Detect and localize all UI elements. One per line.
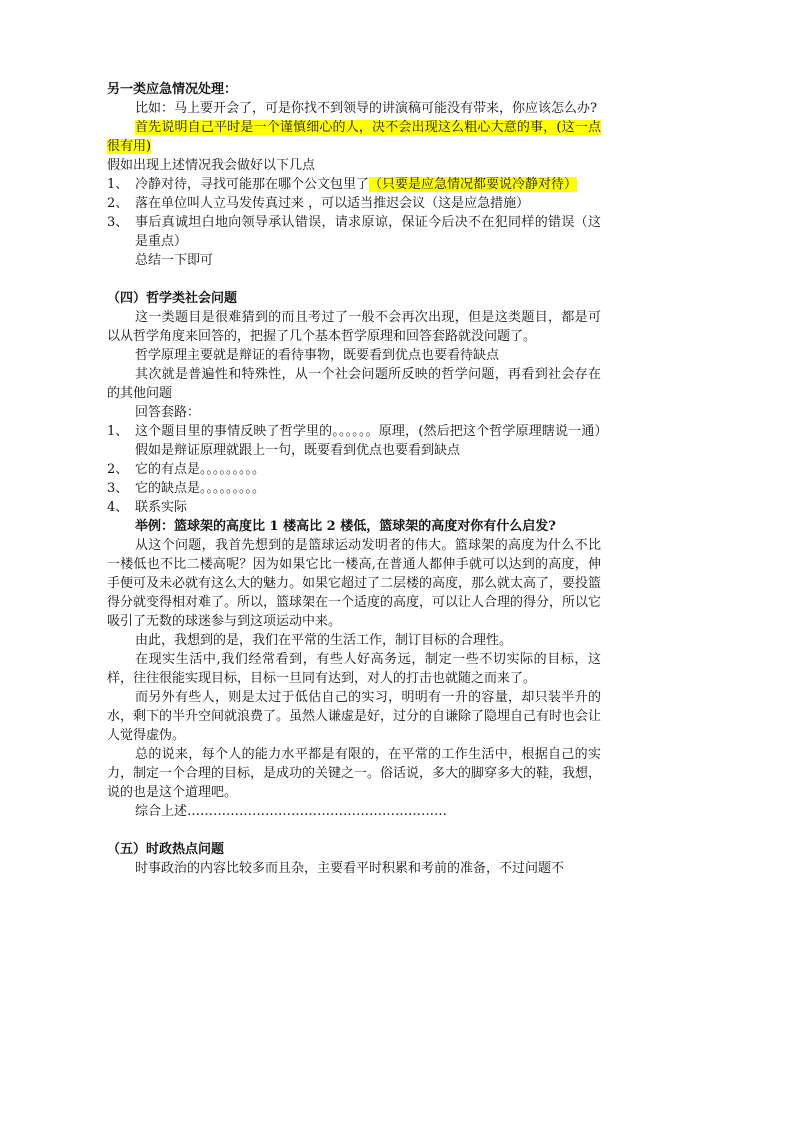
list-number: 3、 bbox=[107, 481, 129, 496]
paragraph: 回答套路： bbox=[135, 405, 201, 420]
spacer bbox=[107, 270, 601, 289]
section-heading-current-affairs: （五）时政热点问题 bbox=[107, 842, 225, 857]
list-number: 2、 bbox=[107, 196, 129, 211]
paragraph: 总的说来，每个人的能力水平都是有限的，在平常的工作生活中，根据自己的实力，制定一个合理的目标，是成功的关键之一。俗话说，多大的脚穿多大的鞋，我想，说的也是这个道理吧。 bbox=[107, 747, 602, 800]
paragraph: 比如：马上要开会了，可是你找不到领导的讲演稿可能没有带来，你应该怎么办? bbox=[135, 101, 597, 116]
highlighted-text: （只要是应急情况都要说冷静对待） bbox=[369, 177, 578, 192]
paragraph: 综合上述…………………………………………………… bbox=[135, 804, 448, 819]
list-text: 这个题目里的事情反映了哲学里的。。。。。。原理，(然后把这个哲学原理瞎说一通）假如是辩证原理就跟上一句，既要看到优点也要看到缺点 bbox=[135, 424, 601, 458]
section-heading-philosophy: （四）哲学类社会问题 bbox=[107, 291, 238, 306]
paragraph: 在现实生活中,我们经常看到，有些人好高务远，制定一些不切实际的目标，这样，往往很能实现目标，目标一旦同有达到，对人的打击也就随之而来了。 bbox=[107, 652, 601, 686]
list-number: 3、 bbox=[107, 215, 129, 230]
paragraph: 时事政治的内容比较多而且杂，主要看平时积累和考前的准备，不过问题不 bbox=[135, 861, 565, 876]
list-number: 2、 bbox=[107, 462, 129, 477]
document-page bbox=[107, 80, 601, 878]
list-number: 4、 bbox=[107, 500, 129, 515]
paragraph: 总结一下即可 bbox=[135, 253, 214, 268]
list-item bbox=[107, 422, 601, 460]
list-item bbox=[107, 194, 601, 213]
example-heading: 举例：篮球架的高度比 1 楼高比 2 楼低，篮球架的高度对你有什么启发? bbox=[135, 519, 556, 534]
paragraph: 哲学原理主要就是辩证的看待事物，既要看到优点也要看待缺点 bbox=[135, 348, 500, 363]
list-text: 它的缺点是。。。。。。。。。 bbox=[135, 481, 266, 496]
paragraph: 其次就是普遍性和特殊性，从一个社会问题所反映的哲学问题，再看到社会存在的其他问题 bbox=[107, 367, 601, 401]
highlight-paragraph bbox=[107, 118, 601, 156]
list-number: 1、 bbox=[107, 177, 129, 192]
paragraph: 这一类题目是很难猜到的而且考过了一般不会再次出现，但是这类题目，都是可以从哲学角度来回答的，把握了几个基本哲学原理和回答套路就没问题了。 bbox=[107, 310, 601, 344]
paragraph: 从这个问题，我首先想到的是篮球运动发明者的伟大。篮球架的高度为什么不比一楼低也不比二楼高呢？因为如果它比一楼高,在普通人都伸手就可以达到的高度，伸手便可及未必就有这么大的魅力。如果它超过了二层楼的高度，那么就太高了，要投篮得分就变得相对难了。所以，篮球架在一个适度的高度，可以让人合理的得分，所以它吸引了无数的球迷参与到这项运动中来。 bbox=[107, 538, 602, 629]
list-text: 联系实际 bbox=[135, 500, 188, 515]
paragraph: 由此，我想到的是，我们在平常的生活工作，制订目标的合理性。 bbox=[135, 633, 513, 648]
list-text: 事后真诚坦白地向领导承认错误，请求原谅，保证今后决不在犯同样的错误（这是重点） bbox=[135, 215, 601, 249]
list-item bbox=[107, 460, 601, 479]
section-heading-emergency: 另一类应急情况处理： bbox=[107, 82, 238, 97]
paragraph: 假如出现上述情况我会做好以下几点 bbox=[107, 158, 316, 173]
highlighted-text: 首先说明自己平时是一个谨慎细心的人，决不会出现这么粗心大意的事，(这一点很有用) bbox=[107, 120, 601, 154]
list-item bbox=[107, 213, 601, 251]
list-text: 冷静对待，寻找可能那在哪个公文包里了（只要是应急情况都要说冷静对待） bbox=[135, 177, 578, 192]
list-text: 落在单位叫人立马发传真过来 ，可以适当推迟会议（这是应急措施） bbox=[135, 196, 530, 211]
list-item bbox=[107, 175, 601, 194]
list-item bbox=[107, 498, 601, 517]
paragraph: 而另外有些人，则是太过于低估自己的实习，明明有一升的容量，却只装半升的水，剩下的半升空间就浪费了。虽然人谦虚是好，过分的自谦除了隐埋自己有时也会让人觉得虚伪。 bbox=[107, 690, 602, 743]
list-text: 它的有点是。。。。。。。。。 bbox=[135, 462, 266, 477]
list-item bbox=[107, 479, 601, 498]
spacer bbox=[107, 821, 601, 840]
list-number: 1、 bbox=[107, 424, 129, 439]
